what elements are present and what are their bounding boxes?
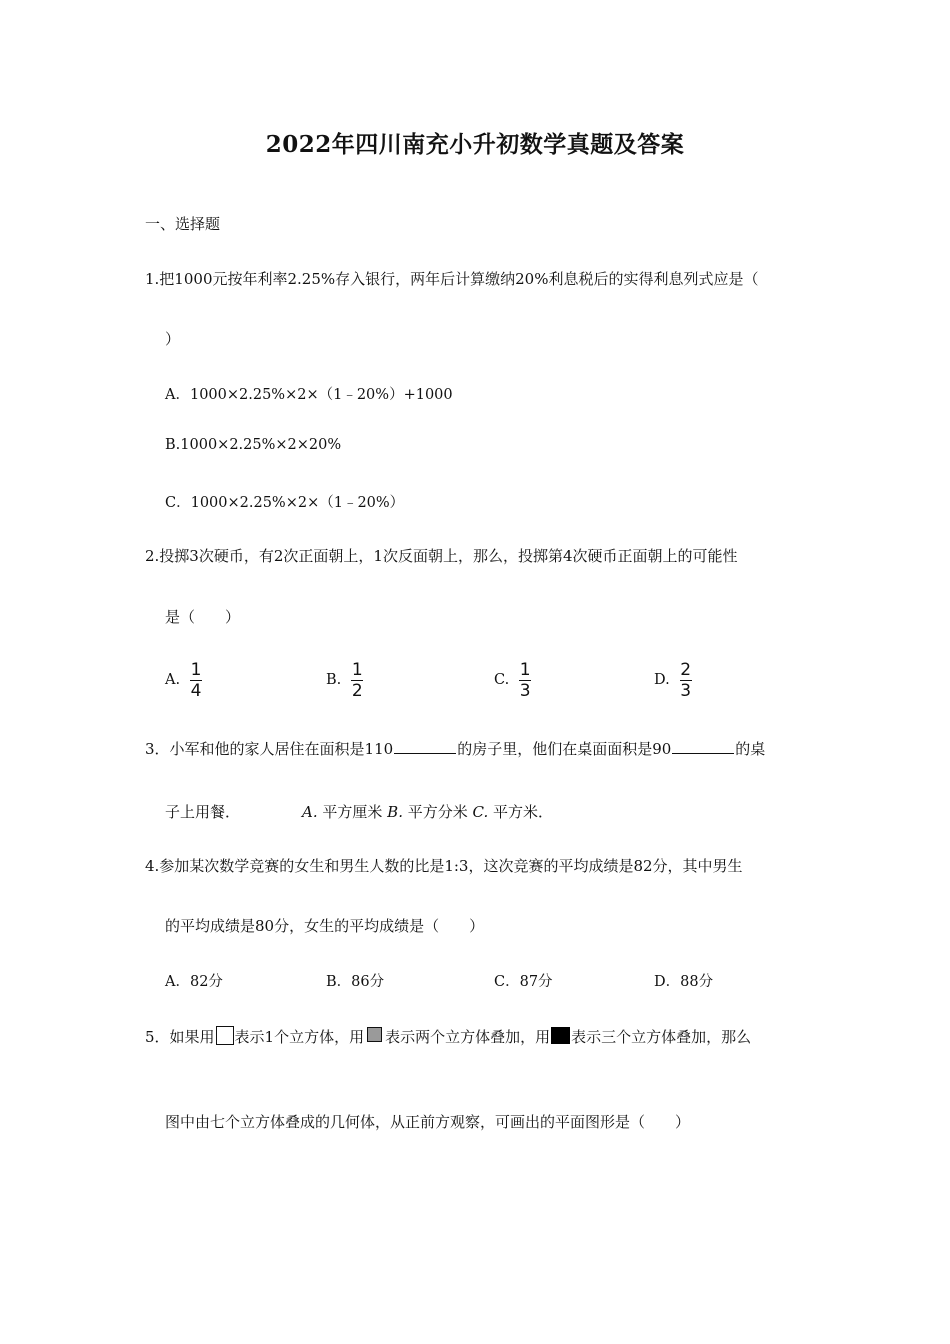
question-3-text-part: 的房子里，他们在桌面面积是90 [457,740,672,758]
option-label: C. [494,672,510,688]
option-letter: A. [302,803,318,821]
white-square-icon [216,1026,234,1045]
question-3-text-part: 子上用餐． [165,803,241,821]
question-4-line-2: 的平均成绩是80分，女生的平均成绩是（ ） [165,917,485,935]
question-4-option-a: A．82分 [165,974,223,990]
fraction-denominator: 2 [351,680,363,701]
fraction [351,661,363,700]
question-4-option-c: C．87分 [494,974,553,990]
question-5-line-1 [145,1026,751,1047]
question-2-option-a [165,660,202,700]
fraction-numerator: 1 [351,659,363,680]
gray-square-icon [367,1027,382,1042]
question-5-line-2: 图中由七个立方体叠成的几何体，从正前方观察，可画出的平面图形是（ ） [165,1113,691,1131]
option-label: A. [165,672,181,688]
question-5-text-part: 表示三个立方体叠加，那么 [571,1028,752,1046]
question-3-text-part: 3．小军和他的家人居住在面积是110 [145,740,394,758]
question-2-line-1: 2.投掷3次硬币，有2次正面朝上，1次反面朝上，那么，投掷第4次硬币正面朝上的可能性 [145,547,738,565]
question-2-option-d [654,660,692,700]
question-4-option-b: B．86分 [326,974,385,990]
question-2-option-c [494,660,531,700]
question-5-text-part: 表示1个立方体，用 [234,1028,365,1046]
question-2-line-2: 是（ ） [165,608,241,626]
fraction [190,661,202,700]
fraction-numerator: 1 [190,659,202,680]
option-label: D. [654,672,670,688]
section-heading: 一、选择题 [145,215,221,233]
answer-blank [394,739,456,754]
fraction-denominator: 4 [190,680,202,701]
option-label: B. [326,672,342,688]
option-text: 平方分米 [402,803,473,821]
page-title: 2022年四川南充小升初数学真题及答案 [265,131,685,158]
question-1-option-b: B.1000×2.25%×2×20% [165,437,342,453]
question-4-option-d: D．88分 [654,974,714,990]
black-square-icon [551,1027,570,1044]
fraction-numerator: 1 [519,659,531,680]
question-1-option-c: C．1000×2.25%×2×（1﹣20%） [165,495,405,511]
question-2-option-b [326,660,363,700]
question-1-option-a: A．1000×2.25%×2×（1﹣20%）+1000 [165,387,453,403]
option-letter: C. [472,803,489,821]
fraction [519,661,531,700]
fraction-numerator: 2 [680,659,692,680]
question-5-text-part: 表示两个立方体叠加，用 [385,1028,551,1046]
question-1-line-2: ） [165,330,181,348]
question-5-text-part: 5．如果用 [145,1028,215,1046]
question-3-line-2 [165,801,553,822]
fraction-denominator: 3 [680,680,692,701]
question-1-line-1: 1.把1000元按年利率2.25%存入银行，两年后计算缴纳20%利息税后的实得利息列式应是（ [145,270,759,288]
option-text: 平方米． [488,803,554,821]
fraction-denominator: 3 [519,680,531,701]
option-text: 平方厘米 [317,803,388,821]
option-letter: B. [387,803,403,821]
question-3-line-1 [145,738,765,759]
answer-blank [672,739,734,754]
question-3-text-part: 的桌 [735,740,766,758]
fraction [680,661,692,700]
question-4-line-1: 4.参加某次数学竞赛的女生和男生人数的比是1:3，这次竞赛的平均成绩是82分，其中男生 [145,857,743,875]
